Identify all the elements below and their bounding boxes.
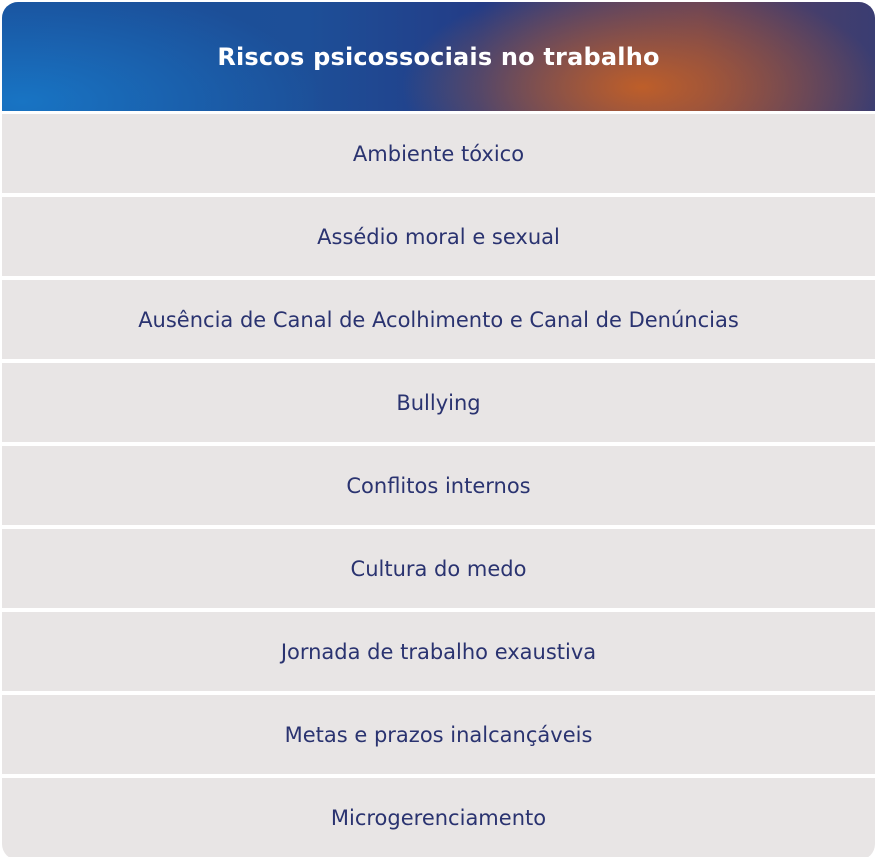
- table-row: [2, 778, 875, 857]
- row-label: Conflitos internos: [346, 473, 531, 498]
- table-row: [2, 612, 875, 691]
- row-label: Assédio moral e sexual: [317, 224, 560, 249]
- table-title: Riscos psicossociais no trabalho: [217, 42, 660, 71]
- table-row: [2, 529, 875, 608]
- table-row: [2, 446, 875, 525]
- row-label: Metas e prazos inalcançáveis: [284, 722, 593, 747]
- row-label: Microgerenciamento: [330, 805, 547, 830]
- table-row: [2, 280, 875, 359]
- row-label: Cultura do medo: [350, 556, 527, 581]
- table-header: [2, 2, 875, 111]
- row-label: Bullying: [396, 390, 481, 415]
- table-row: [2, 363, 875, 442]
- row-label: Ambiente tóxico: [352, 141, 525, 166]
- table-row: [2, 114, 875, 193]
- table-body: [2, 114, 875, 857]
- row-label: Ausência de Canal de Acolhimento e Canal de Denúncias: [138, 307, 739, 332]
- risks-table: [2, 2, 875, 860]
- table-row: [2, 695, 875, 774]
- row-label: Jornada de trabalho exaustiva: [280, 639, 597, 664]
- table-row: [2, 197, 875, 276]
